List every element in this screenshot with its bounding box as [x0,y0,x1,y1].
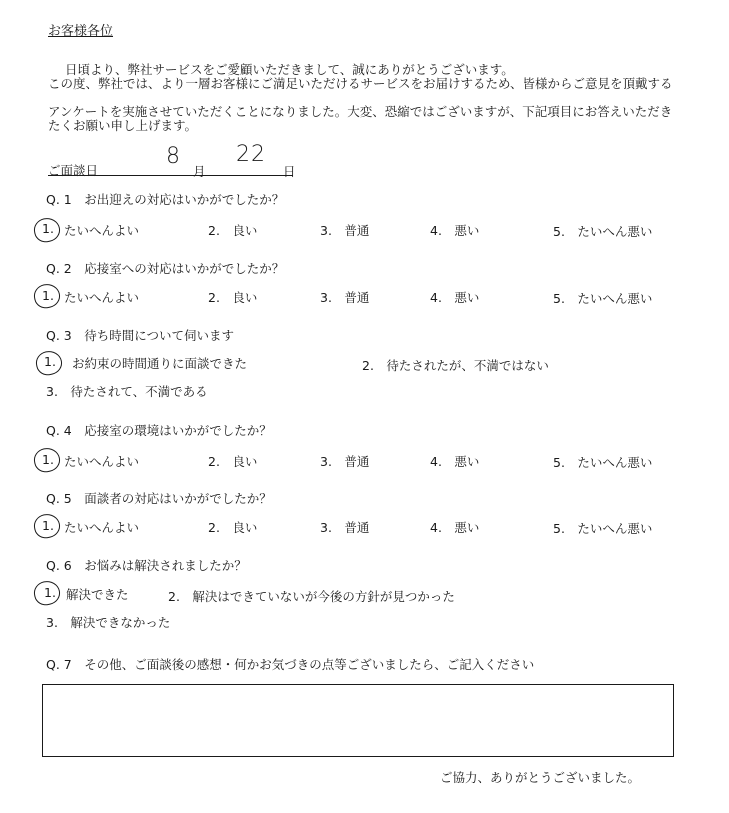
intro-line-1: 日頃より、弊社サービスをご愛顧いただきまして、誠にありがとうございます。 [65,62,514,77]
q4-option-4[interactable]: 4. 悪い [430,454,480,469]
q3-option-3[interactable]: 3. 待たされて、不満である [46,384,208,399]
question-7-label: Q. 7 その他、ご面談後の感想・何かお気づきの点等ございましたら、ご記入ください [46,657,535,672]
q5-option-1-label[interactable]: たいへんよい [64,520,140,535]
comment-box[interactable] [42,684,674,757]
q4-option-2[interactable]: 2. 良い [208,454,258,469]
q5-option-1-number[interactable]: 1. [42,518,54,533]
q2-option-3[interactable]: 3. 普通 [320,290,370,305]
q3-option-1-number[interactable]: 1. [44,354,56,369]
q2-option-5[interactable]: 5. たいへん悪い [553,291,653,306]
q3-option-1-label[interactable]: お約束の時間通りに面談できた [72,356,248,371]
question-6-label: Q. 6 お悩みは解決されましたか？ [46,558,247,573]
q4-option-1-label[interactable]: たいへんよい [64,454,140,469]
q5-option-4[interactable]: 4. 悪い [430,520,480,535]
question-4-label: Q. 4 応接室の環境はいかがでしたか？ [46,423,272,438]
q5-option-5[interactable]: 5. たいへん悪い [553,521,653,536]
intro-line-2: この度、弊社では、より一層お客様にご満足いただけるサービスをお届けするため、皆様からご意見を頂戴する [48,76,673,91]
q6-option-2[interactable]: 2. 解決はできていないが今後の方針が見つかった [168,589,455,604]
thanks-message: ご協力、ありがとうございました。 [440,770,641,785]
q1-option-4[interactable]: 4. 悪い [430,223,480,238]
page-title: お客様各位 [48,24,114,39]
q4-option-1-number[interactable]: 1. [42,452,54,467]
interview-month-unit: 月 [193,164,206,179]
question-1-label: Q. 1 お出迎えの対応はいかがでしたか？ [46,192,285,207]
q2-option-2[interactable]: 2. 良い [208,290,258,305]
interview-day-unit: 日 [283,164,296,179]
q2-option-4[interactable]: 4. 悪い [430,290,480,305]
q5-option-2[interactable]: 2. 良い [208,520,258,535]
interview-month-value[interactable]: 8 [166,144,181,169]
question-3-label: Q. 3 待ち時間について伺います [46,328,234,343]
q2-option-1-number[interactable]: 1. [42,288,54,303]
q1-option-1-label[interactable]: たいへんよい [64,223,140,238]
interview-day-value[interactable]: 22 [236,142,266,167]
q6-option-3[interactable]: 3. 解決できなかった [46,615,171,630]
interview-date-label: ご面談日 [48,163,99,178]
q1-option-1-number[interactable]: 1. [42,221,54,236]
q6-option-1-label[interactable]: 解決できた [66,587,129,602]
q1-option-2[interactable]: 2. 良い [208,223,258,238]
question-2-label: Q. 2 応接室への対応はいかがでしたか？ [46,261,285,276]
q4-option-5[interactable]: 5. たいへん悪い [553,455,653,470]
q1-option-5[interactable]: 5. たいへん悪い [553,224,653,239]
q2-option-1-label[interactable]: たいへんよい [64,290,140,305]
q5-option-3[interactable]: 3. 普通 [320,520,370,535]
intro-line-3: アンケートを実施させていただくことになりました。大変、恐縮ではございますが、下記項目にお答えいただきたくお願い申し上げます。 [48,104,673,133]
question-5-label: Q. 5 面談者の対応はいかがでしたか？ [46,491,272,506]
q4-option-3[interactable]: 3. 普通 [320,454,370,469]
q6-option-1-number[interactable]: 1. [44,585,56,600]
q3-option-2[interactable]: 2. 待たされたが、不満ではない [362,358,549,373]
q1-option-3[interactable]: 3. 普通 [320,223,370,238]
